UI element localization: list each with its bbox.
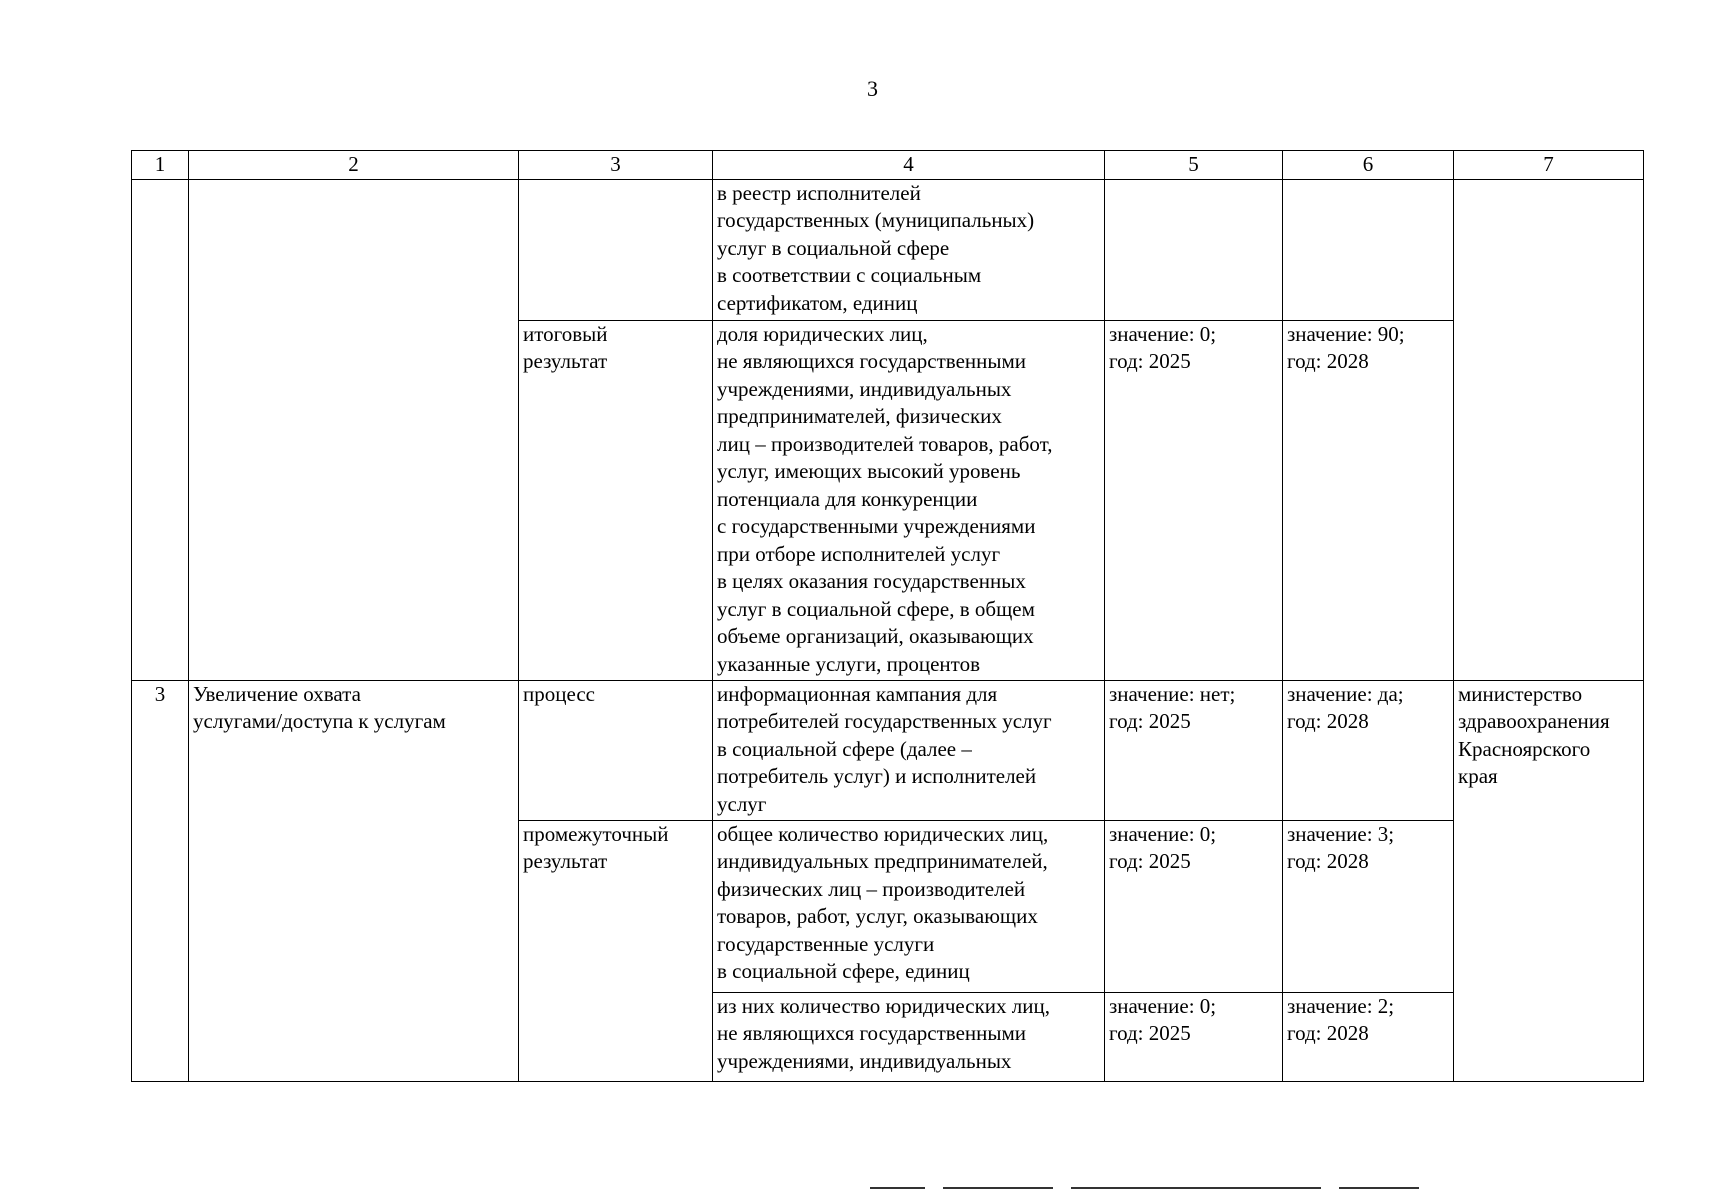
indicator-cell: доля юридических лиц, не являющихся государственными учреждениями, индивидуальных предпринимателей, физических лиц – производителей товаров, работ, услуг, имеющих высокий уровень потенциала для конкуренции с государственными учреждениями при отборе исполнителей услуг в целях оказания государственных услуг в социальной сфере, в общем объеме организаций, оказывающих указанные услуги, процентов	[713, 320, 1105, 680]
column-number-4: 4	[713, 151, 1105, 180]
responsible-cell	[1454, 179, 1644, 680]
row-number-cell: 3	[132, 680, 189, 1081]
stage-cell: процесс	[519, 680, 713, 820]
responsible-cell: министерство здравоохранения Красноярского края	[1454, 680, 1644, 1081]
stage-cell: итоговый результат	[519, 320, 713, 680]
table-row	[132, 179, 1644, 320]
base-value-cell: значение: 0; год: 2025	[1105, 320, 1283, 680]
indicators-table	[131, 150, 1644, 1082]
target-value-cell: значение: да; год: 2028	[1283, 680, 1454, 820]
column-number-2: 2	[189, 151, 519, 180]
footer-print-marks	[870, 1187, 1630, 1189]
base-value-cell	[1105, 179, 1283, 320]
task-cell: Увеличение охвата услугами/доступа к услугам	[189, 680, 519, 1081]
column-number-7: 7	[1454, 151, 1644, 180]
target-value-cell: значение: 2; год: 2028	[1283, 992, 1454, 1081]
stage-cell: промежуточный результат	[519, 820, 713, 1081]
column-number-5: 5	[1105, 151, 1283, 180]
task-cell	[189, 179, 519, 680]
column-number-3: 3	[519, 151, 713, 180]
indicator-cell: информационная кампания для потребителей государственных услуг в социальной сфере (далее – потребитель услуг) и исполнителей услуг	[713, 680, 1105, 820]
indicator-cell: из них количество юридических лиц, не являющихся государственными учреждениями, индивидуальных	[713, 992, 1105, 1081]
target-value-cell: значение: 90; год: 2028	[1283, 320, 1454, 680]
target-value-cell	[1283, 179, 1454, 320]
indicator-cell: в реестр исполнителей государственных (муниципальных) услуг в социальной сфере в соответствии с социальным сертификатом, единиц	[713, 179, 1105, 320]
column-number-6: 6	[1283, 151, 1454, 180]
stage-cell	[519, 179, 713, 320]
table-header-row	[132, 151, 1644, 180]
base-value-cell: значение: 0; год: 2025	[1105, 820, 1283, 992]
indicator-cell: общее количество юридических лиц, индивидуальных предпринимателей, физических лиц – производителей товаров, работ, услуг, оказывающих государственные услуги в социальной сфере, единиц	[713, 820, 1105, 992]
column-number-1: 1	[132, 151, 189, 180]
base-value-cell: значение: нет; год: 2025	[1105, 680, 1283, 820]
row-number-cell	[132, 179, 189, 680]
table-row	[132, 680, 1644, 820]
page-number: 3	[867, 76, 878, 101]
base-value-cell: значение: 0; год: 2025	[1105, 992, 1283, 1081]
target-value-cell: значение: 3; год: 2028	[1283, 820, 1454, 992]
